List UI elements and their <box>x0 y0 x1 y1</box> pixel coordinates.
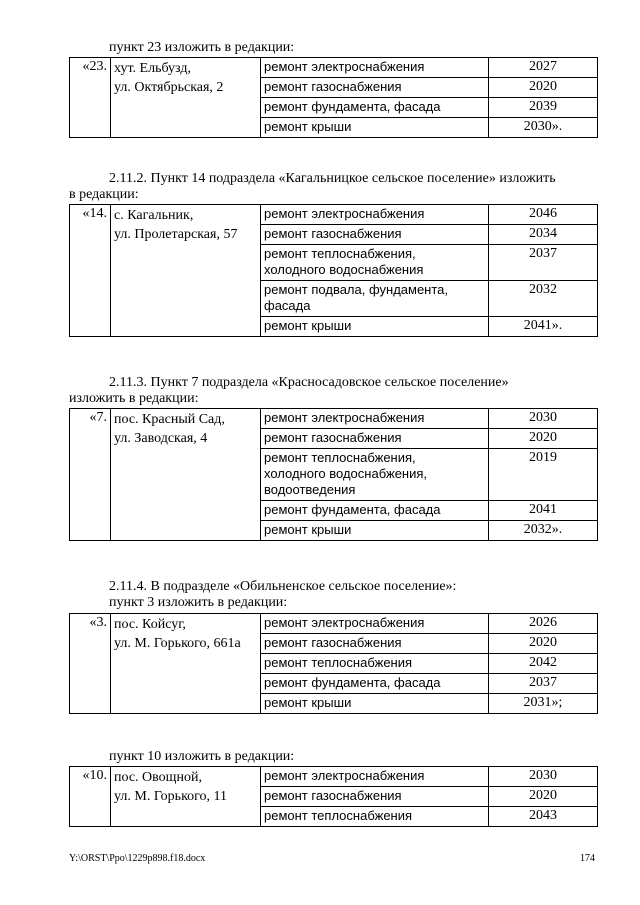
work-cell <box>261 98 489 118</box>
section-intro <box>109 579 456 611</box>
intro-line: пункт 3 изложить в редакции: <box>109 595 288 610</box>
intro-line: пункт 10 изложить в редакции: <box>109 749 295 764</box>
work-line: ремонт газоснабжения <box>264 226 402 241</box>
year-cell: 2037 <box>489 674 598 694</box>
work-line: ремонт теплоснабжения <box>264 808 413 823</box>
year-cell: 2046 <box>489 205 598 225</box>
work-cell <box>261 429 489 449</box>
address-line: пос. Овощной, <box>114 770 202 785</box>
work-line: фасада <box>264 298 311 313</box>
address-cell <box>111 205 261 337</box>
address-line: пос. Койсуг, <box>114 617 186 632</box>
section-intro <box>69 375 509 407</box>
year-cell: 2032 <box>489 281 598 317</box>
table-row <box>70 767 598 787</box>
work-line: ремонт крыши <box>264 318 352 333</box>
work-cell <box>261 58 489 78</box>
footer-page-number: 174 <box>580 853 595 864</box>
work-cell <box>261 767 489 787</box>
intro-line: 2.11.2. Пункт 14 подраздела «Кагальницкое сельское поселение» изложить <box>109 171 556 186</box>
address-line: ул. Октябрьская, 2 <box>114 80 224 95</box>
year-cell: 2020 <box>489 787 598 807</box>
year-cell: 2034 <box>489 225 598 245</box>
work-line: холодного водоснабжения <box>264 262 424 277</box>
work-line: водоотведения <box>264 482 356 497</box>
work-cell <box>261 225 489 245</box>
work-line: ремонт подвала, фундамента, <box>264 282 449 297</box>
work-line: холодного водоснабжения, <box>264 466 428 481</box>
year-cell: 2020 <box>489 634 598 654</box>
year-cell: 2031»; <box>489 694 598 714</box>
work-cell <box>261 614 489 634</box>
table-row <box>70 409 598 429</box>
year-cell: 2030 <box>489 767 598 787</box>
work-cell <box>261 787 489 807</box>
work-line: ремонт электроснабжения <box>264 410 425 425</box>
work-line: ремонт газоснабжения <box>264 79 402 94</box>
work-cell <box>261 694 489 714</box>
address-line: с. Кагальник, <box>114 208 194 223</box>
work-line: ремонт фундамента, фасада <box>264 99 441 114</box>
item-number: «14. <box>70 205 111 337</box>
year-cell: 2019 <box>489 449 598 501</box>
item-number: «3. <box>70 614 111 714</box>
address-line: ул. Пролетарская, 57 <box>114 227 238 242</box>
year-cell: 2026 <box>489 614 598 634</box>
table-row <box>70 205 598 225</box>
year-cell: 2027 <box>489 58 598 78</box>
table-row <box>70 614 598 634</box>
work-line: ремонт газоснабжения <box>264 788 402 803</box>
year-cell: 2039 <box>489 98 598 118</box>
address-line: ул. М. Горького, 661а <box>114 636 241 651</box>
repair-table <box>69 57 598 138</box>
work-line: ремонт газоснабжения <box>264 635 402 650</box>
year-cell: 2030 <box>489 409 598 429</box>
item-number: «7. <box>70 409 111 541</box>
work-line: ремонт газоснабжения <box>264 430 402 445</box>
work-line: ремонт фундамента, фасада <box>264 502 441 517</box>
footer-file-path: Y:\ORST\Ppo\1229p898.f18.docx <box>69 853 206 864</box>
intro-line: изложить в редакции: <box>69 391 199 406</box>
work-cell <box>261 449 489 501</box>
intro-line: 2.11.3. Пункт 7 подраздела «Красносадовское сельское поселение» <box>109 375 509 390</box>
work-line: ремонт теплоснабжения <box>264 655 413 670</box>
address-line: хут. Ельбузд, <box>114 61 191 76</box>
repair-table <box>69 204 598 337</box>
year-cell: 2043 <box>489 807 598 827</box>
address-cell <box>111 767 261 827</box>
intro-line: в редакции: <box>69 187 139 202</box>
work-cell <box>261 245 489 281</box>
item-number: «23. <box>70 58 111 138</box>
work-line: ремонт электроснабжения <box>264 615 425 630</box>
address-cell <box>111 409 261 541</box>
year-cell: 2041». <box>489 317 598 337</box>
section-intro <box>69 171 556 203</box>
section-intro <box>109 40 294 56</box>
work-cell <box>261 409 489 429</box>
work-cell <box>261 118 489 138</box>
work-cell <box>261 521 489 541</box>
work-cell <box>261 807 489 827</box>
address-line: ул. М. Горького, 11 <box>114 789 228 804</box>
work-line: ремонт крыши <box>264 522 352 537</box>
address-line: пос. Красный Сад, <box>114 412 225 427</box>
work-cell <box>261 317 489 337</box>
item-number: «10. <box>70 767 111 827</box>
year-cell: 2042 <box>489 654 598 674</box>
intro-line: 2.11.4. В подразделе «Обильненское сельское поселение»: <box>109 579 457 594</box>
work-line: ремонт электроснабжения <box>264 768 425 783</box>
repair-table <box>69 613 598 714</box>
address-cell <box>111 58 261 138</box>
repair-table <box>69 408 598 541</box>
work-cell <box>261 205 489 225</box>
work-cell <box>261 634 489 654</box>
work-line: ремонт электроснабжения <box>264 59 425 74</box>
address-cell <box>111 614 261 714</box>
work-line: ремонт фундамента, фасада <box>264 675 441 690</box>
year-cell: 2037 <box>489 245 598 281</box>
work-cell <box>261 654 489 674</box>
intro-line: пункт 23 изложить в редакции: <box>109 40 295 55</box>
work-cell <box>261 78 489 98</box>
work-line: ремонт крыши <box>264 119 352 134</box>
work-line: ремонт крыши <box>264 695 352 710</box>
work-cell <box>261 501 489 521</box>
year-cell: 2030». <box>489 118 598 138</box>
year-cell: 2020 <box>489 429 598 449</box>
table-row <box>70 58 598 78</box>
year-cell: 2032». <box>489 521 598 541</box>
section-intro <box>109 749 294 765</box>
repair-table <box>69 766 598 827</box>
work-line: ремонт электроснабжения <box>264 206 425 221</box>
work-cell <box>261 674 489 694</box>
work-cell <box>261 281 489 317</box>
work-line: ремонт теплоснабжения, <box>264 246 416 261</box>
address-line: ул. Заводская, 4 <box>114 431 208 446</box>
work-line: ремонт теплоснабжения, <box>264 450 416 465</box>
year-cell: 2041 <box>489 501 598 521</box>
year-cell: 2020 <box>489 78 598 98</box>
